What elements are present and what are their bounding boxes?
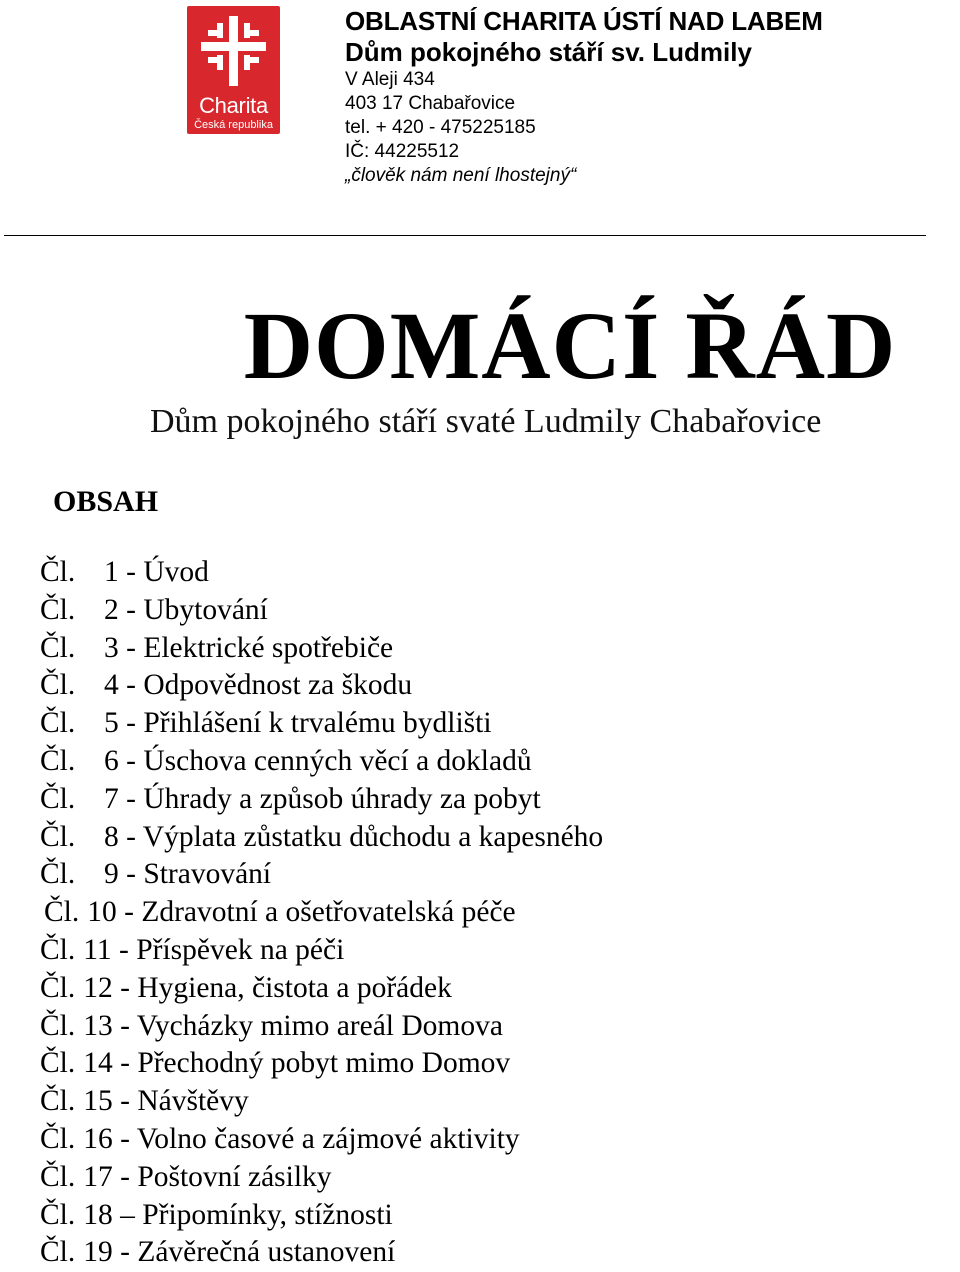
toc-item-label: Čl. [40, 669, 76, 702]
toc-item-label: Čl. [40, 971, 76, 1004]
toc-item-text: 17 - Poštovní zásilky [83, 1160, 332, 1193]
toc-item [40, 554, 603, 592]
toc-item-label: Čl. [40, 820, 76, 853]
toc-item-label: Čl. [40, 1085, 76, 1118]
toc-item [40, 932, 603, 970]
logo-subtitle: Česká republika [194, 119, 273, 131]
charita-logo [187, 6, 280, 134]
toc-item-text: 5 - Přihlášení k trvalému bydlišti [104, 707, 492, 740]
toc-item-text: 8 - Výplata zůstatku důchodu a kapesného [104, 820, 604, 853]
toc-item [40, 1083, 603, 1121]
toc-item-text: 16 - Volno časové a zájmové aktivity [83, 1122, 520, 1155]
toc-item-text: 14 - Přechodný pobyt mimo Domov [83, 1047, 511, 1080]
toc-item [40, 630, 603, 668]
toc-item [40, 705, 603, 743]
toc-item [40, 1197, 603, 1235]
toc-item-label: Čl. [40, 707, 76, 740]
phone: tel. + 420 - 475225185 [345, 117, 536, 138]
toc-item [40, 781, 603, 819]
table-of-contents [40, 554, 603, 1272]
toc-item-label: Čl. [40, 1047, 76, 1080]
toc-item-text: 4 - Odpovědnost za škodu [104, 669, 413, 702]
address-city: 403 17 Chabařovice [345, 93, 516, 114]
toc-item [40, 592, 603, 630]
letterhead [345, 6, 823, 188]
toc-item [40, 1159, 603, 1197]
toc-item-label: Čl. [40, 1122, 76, 1155]
toc-item-label: Čl. [40, 1236, 76, 1269]
toc-item [40, 1045, 603, 1083]
toc-item-label: Čl. [40, 858, 76, 891]
logo-name: Charita [199, 93, 268, 118]
document-title: DOMÁCÍ ŘÁD [243, 292, 897, 399]
charita-cross-icon [187, 6, 280, 96]
toc-item-text: 1 - Úvod [104, 556, 209, 588]
toc-item [40, 1008, 603, 1046]
toc-item-label: Čl. [44, 896, 80, 929]
toc-item-text: 11 - Příspěvek na péči [83, 933, 345, 966]
contents-heading: OBSAH [53, 485, 159, 518]
document-subtitle: Dům pokojného stáří svaté Ludmily Chabařovice [150, 403, 822, 440]
toc-item-text: 13 - Vycházky mimo areál Domova [83, 1009, 503, 1042]
toc-item [44, 894, 603, 932]
toc-item-text: 15 - Návštěvy [83, 1085, 249, 1118]
toc-item-label: Čl. [40, 1160, 76, 1193]
toc-item-text: 7 - Úhrady a způsob úhrady za pobyt [104, 782, 541, 815]
toc-item-label: Čl. [40, 631, 76, 664]
organization-name: OBLASTNÍ CHARITA ÚSTÍ NAD LABEM [345, 6, 823, 36]
toc-item-text: 6 - Úschova cenných věcí a dokladů [104, 744, 532, 777]
toc-item-label: Čl. [40, 782, 76, 815]
toc-item-text: 18 – Připomínky, stížnosti [83, 1198, 393, 1231]
facility-name: Dům pokojného stáří sv. Ludmily [345, 37, 752, 67]
toc-item-text: 3 - Elektrické spotřebiče [104, 631, 394, 664]
toc-item-label: Čl. [40, 1009, 76, 1042]
toc-item-label: Čl. [40, 1198, 76, 1231]
header-divider [4, 235, 926, 236]
toc-item [40, 819, 603, 857]
toc-item-text: 2 - Ubytování [104, 593, 268, 626]
motto: „člověk nám není lhostejný“ [345, 165, 577, 186]
toc-item [40, 667, 603, 705]
toc-item-label: Čl. [40, 744, 76, 777]
address-street: V Aleji 434 [345, 69, 435, 90]
toc-item [40, 1121, 603, 1159]
toc-item-text: 10 - Zdravotní a ošetřovatelská péče [87, 896, 516, 929]
toc-item-label: Čl. [40, 556, 76, 588]
toc-item-label: Čl. [40, 933, 76, 966]
toc-item [40, 970, 603, 1008]
toc-item [40, 856, 603, 894]
toc-item-text: 12 - Hygiena, čistota a pořádek [83, 971, 452, 1004]
toc-item-text: 9 - Stravování [104, 858, 272, 891]
toc-item-text: 19 - Závěrečná ustanovení [83, 1236, 396, 1269]
toc-item-label: Čl. [40, 593, 76, 626]
toc-item [40, 1234, 603, 1272]
company-id: IČ: 44225512 [345, 141, 460, 162]
toc-item [40, 743, 603, 781]
